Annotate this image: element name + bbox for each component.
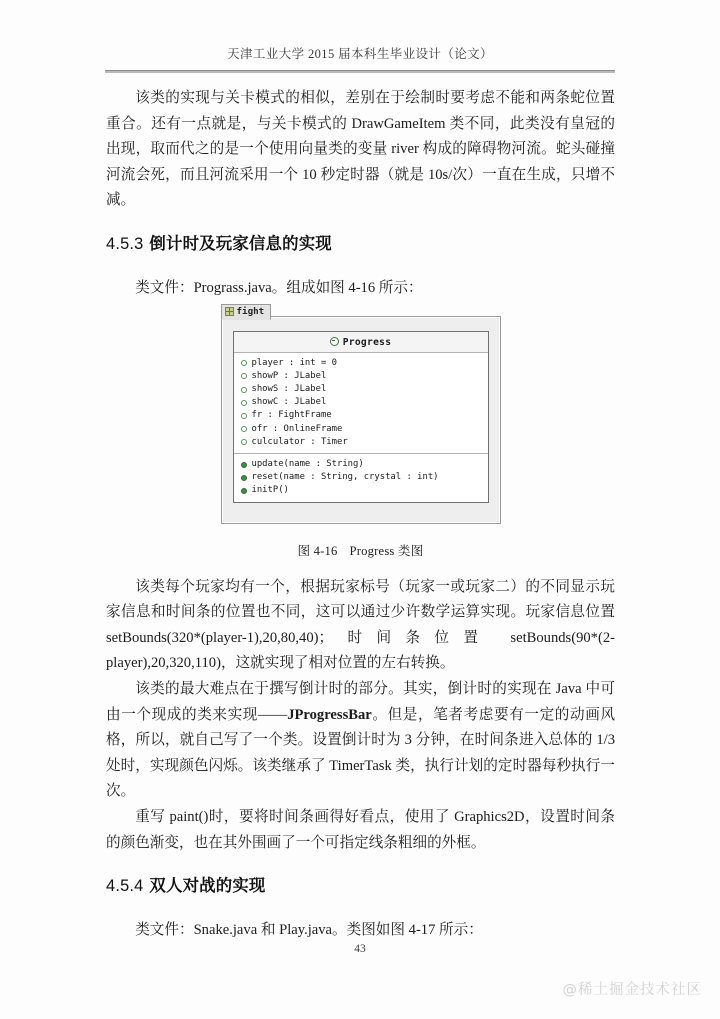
uml-operation-text: reset(name : String, crystal : int) <box>251 472 439 483</box>
uml-class-header <box>234 332 488 353</box>
uml-operation-text: update(name : String) <box>251 458 364 469</box>
uml-attribute <box>241 423 482 436</box>
paragraph-3: 该类每个玩家均有一个，根据玩家标号（玩家一或玩家二）的不同显示玩家信息和时间条的位置也不同，这可以通过少许数学运算实现。玩家信息位置 setBounds(320*(player-1),20,80,40)；时间条位置 setBounds(90*(2-player),20,320,110)，这就实现了相对位置的左右转换。 <box>106 578 615 672</box>
uml-attribute-text: showC : JLabel <box>251 397 327 408</box>
uml-attribute <box>241 409 482 422</box>
uml-inner-padding <box>222 317 500 523</box>
page-number: 43 <box>354 943 366 955</box>
class-circle-icon <box>330 337 339 346</box>
paragraph-6: 类文件：Snake.java 和 Play.java。类图如图 4-17 所示： <box>135 922 483 939</box>
figure-caption <box>106 540 615 559</box>
uml-class-box <box>233 331 489 503</box>
running-header: 天津工业大学 2015 届本科生毕业设计（论文） <box>227 47 493 61</box>
uml-operation <box>241 458 482 471</box>
section-number-454: 4.5.4 <box>106 877 144 896</box>
paragraph-4 <box>106 677 615 805</box>
uml-attribute-text: culculator : Timer <box>251 436 348 447</box>
uml-package-tab <box>221 304 272 320</box>
section-heading-453 <box>106 232 615 256</box>
spacer <box>106 266 615 276</box>
visibility-protected-icon <box>241 360 247 366</box>
watermark: @稀土掘金技术社区 <box>562 982 702 998</box>
visibility-public-icon <box>241 488 247 494</box>
paragraph-2: 类文件：Prograss.java。组成如图 4-16 所示： <box>135 279 423 296</box>
paragraph-5: 重写 paint()时，要将时间条画得好看点，使用了 Graphics2D，设置时间条的颜色渐变，也在其外围画了一个可指定线条粗细的外框。 <box>106 808 615 851</box>
visibility-protected-icon <box>241 373 247 379</box>
uml-attribute <box>241 436 482 449</box>
uml-package-label: fight <box>236 305 265 317</box>
uml-attribute-text: ofr : OnlineFrame <box>251 423 343 434</box>
section-title-454: 双人对战的实现 <box>149 876 266 896</box>
uml-attribute <box>241 370 482 383</box>
visibility-protected-icon <box>241 426 247 432</box>
paragraph-4-part2: 。但是，笔者考虑要有一定的动画风格，所以，就自己写了一个类。设置倒计时为 3 分钟，在时间条进入总体的 1/3 处时，实现颜色闪烁。该类继承了 TimerTask 类，执行计划的定时器每秒执行一次。 <box>106 706 615 800</box>
section-number-453: 4.5.3 <box>106 234 144 253</box>
uml-attribute-text: player : int = 0 <box>251 357 337 368</box>
header-rule <box>105 70 615 73</box>
spacer <box>106 559 615 575</box>
uml-attribute <box>241 383 482 396</box>
paragraph-4-part1: 该类的最大难点在于撰写倒计时的部分。其实，倒计时的实现在 Java 中可由一个现成的类来实现—— <box>106 680 615 723</box>
uml-package-frame <box>221 305 501 524</box>
visibility-protected-icon <box>241 413 247 419</box>
section-heading-454 <box>106 874 615 898</box>
figure-4-16 <box>106 305 615 559</box>
uml-operation <box>241 471 482 484</box>
section-title-453: 倒计时及玩家信息的实现 <box>149 233 332 253</box>
uml-attribute <box>241 396 482 409</box>
visibility-protected-icon <box>241 400 247 406</box>
uml-operation <box>241 484 482 497</box>
visibility-public-icon <box>241 475 247 481</box>
figure-caption-text: Progress 类图 <box>349 543 424 558</box>
package-icon <box>225 307 234 316</box>
text-column <box>106 86 615 945</box>
visibility-public-icon <box>241 462 247 468</box>
uml-operations-compartment <box>234 453 488 502</box>
uml-operation-text: initP() <box>251 485 289 496</box>
uml-attributes-compartment <box>234 353 488 453</box>
spacer <box>106 908 615 918</box>
paragraph-4-bold-term: JProgressBar <box>287 706 372 723</box>
uml-attribute-text: fr : FightFrame <box>251 410 332 421</box>
paragraph-1: 该类的实现与关卡模式的相似，差别在于绘制时要考虑不能和两条蛇位置重合。还有一点就是，与关卡模式的 DrawGameItem 类不同，此类没有皇冠的出现，取而代之的是一个使用向量类的变量 river 构成的障碍物河流。蛇头碰撞河流会死，而且河流采用一个 10 秒定时器（就是 10s/次）一直在生成，只增不减。 <box>106 90 615 209</box>
visibility-protected-icon <box>241 387 247 393</box>
uml-class-name: Progress <box>342 336 392 348</box>
figure-caption-number: 图 4-16 <box>297 543 338 558</box>
uml-attribute-text: showP : JLabel <box>251 370 327 381</box>
uml-attribute <box>241 357 482 370</box>
visibility-protected-icon <box>241 439 247 445</box>
uml-attribute-text: showS : JLabel <box>251 383 327 394</box>
